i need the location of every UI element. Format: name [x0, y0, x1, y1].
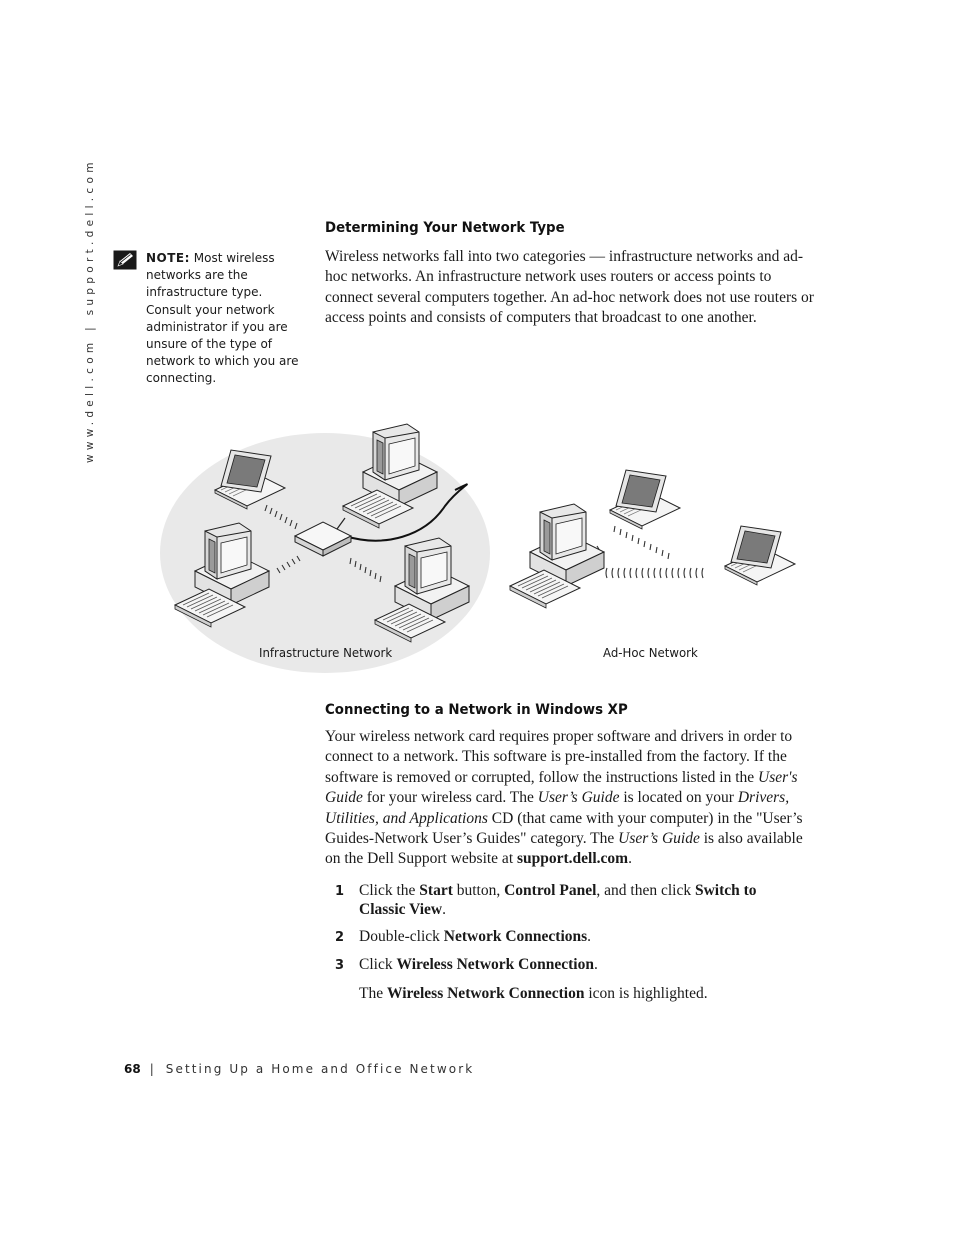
- computer-adhoc: [510, 504, 604, 608]
- page-number: 68: [124, 1062, 141, 1076]
- footer-chapter-title: Setting Up a Home and Office Network: [165, 1062, 475, 1076]
- step-number: 1: [335, 884, 345, 899]
- step-text: Double-click Network Connections.: [359, 928, 592, 945]
- note-text: Most wireless networks are the infrastructure type. Consult your network administrator if you are unsure of the type of network to which you are connecting.: [146, 251, 299, 386]
- step-text: Click the Start button, Control Panel, and then click Switch to Classic View.: [359, 882, 757, 918]
- step-number: 2: [335, 930, 345, 945]
- footer-separator: |: [149, 1062, 154, 1076]
- result-text: The Wireless Network Connection icon is highlighted.: [359, 985, 708, 1002]
- step-number: 3: [335, 958, 345, 973]
- page-footer: [124, 1062, 474, 1076]
- note-block: [146, 250, 306, 388]
- caption-infrastructure-network: Infrastructure Network: [259, 645, 393, 660]
- network-type-paragraph: Wireless networks fall into two categories — infrastructure networks and ad-hoc networks. An infrastructure network uses routers or access points to connect several computers together. An ad-hoc network does not use routers or access points and consists of computers that broadcast to one another.: [325, 248, 814, 327]
- section-heading-network-type: Determining Your Network Type: [325, 220, 565, 236]
- section-heading-windows-xp: Connecting to a Network in Windows XP: [325, 702, 628, 718]
- side-url: www.dell.com | support.dell.com: [84, 158, 96, 463]
- laptop-adhoc-top: [610, 470, 680, 529]
- note-pencil-icon: [113, 250, 137, 270]
- windows-xp-paragraph: Your wireless network card requires proper software and drivers in order to connect to a network. This software is pre-installed from the factory. If the software is removed or corrupted, follow the instructions listed in the User's Guide for your wireless card. The User’s Guide is located on your Drivers, Utilities, and Applications CD (that came with your computer) in the "User’s Guides-Network User’s Guides" category. The User’s Guide is also available on the Dell Support website at support.dell.com.: [325, 728, 803, 868]
- laptop-adhoc-right: [725, 526, 795, 585]
- network-diagram: [155, 408, 815, 678]
- step-text: Click Wireless Network Connection.: [359, 956, 598, 973]
- caption-adhoc-network: Ad-Hoc Network: [603, 645, 698, 660]
- note-label: NOTE:: [146, 251, 190, 265]
